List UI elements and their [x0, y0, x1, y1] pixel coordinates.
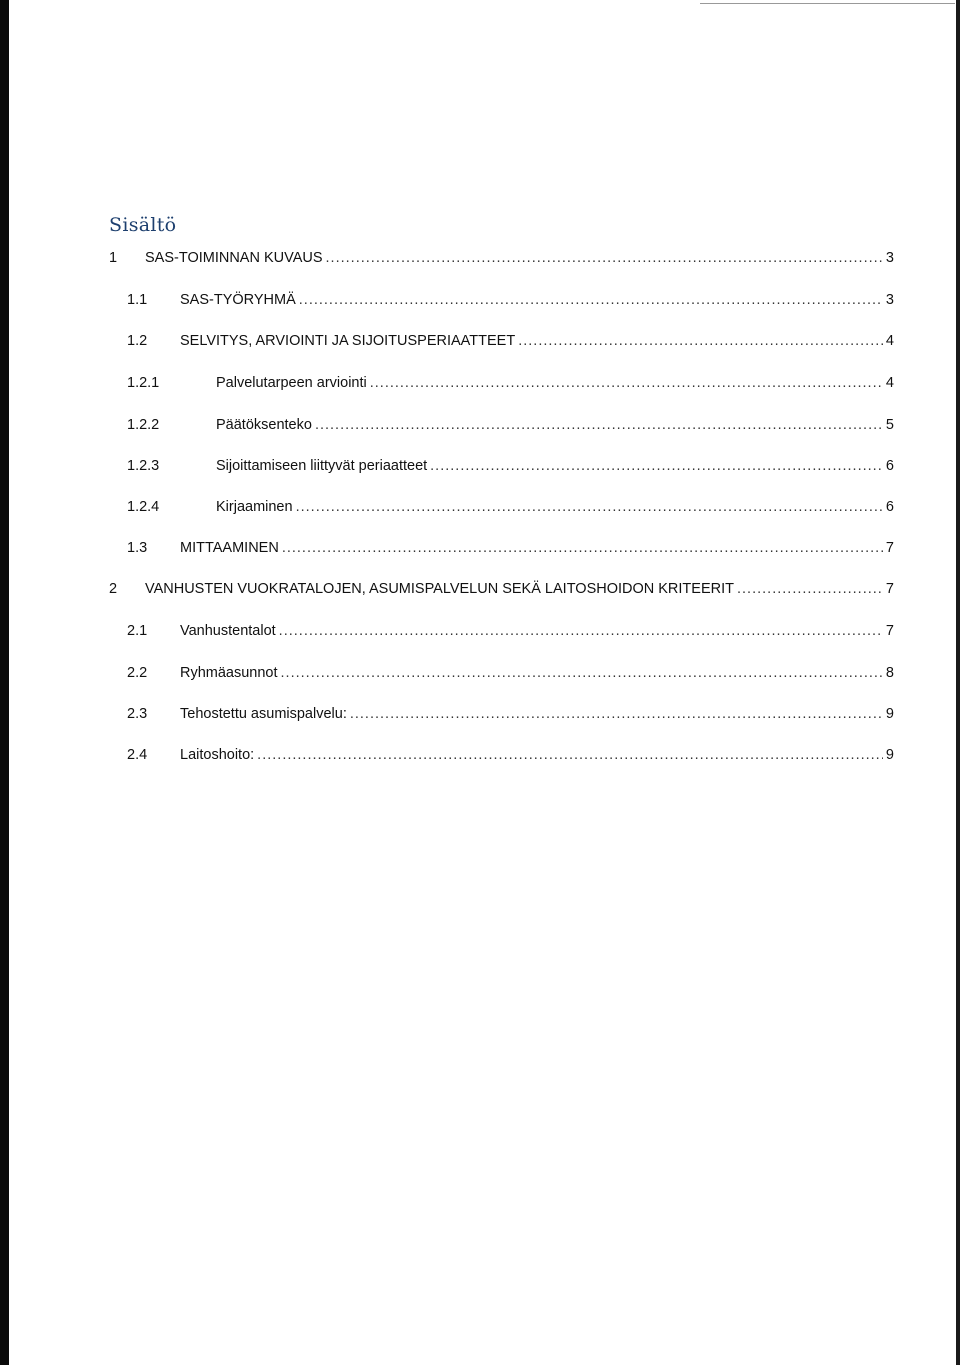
- toc-entry-page: 9: [885, 747, 894, 763]
- toc-entry[interactable]: [127, 662, 894, 684]
- toc-leader-dots: [257, 744, 883, 766]
- toc-entry-title: SELVITYS, ARVIOINTI JA SIJOITUSPERIAATTEET: [180, 333, 516, 349]
- toc-leader-dots: [518, 330, 883, 352]
- toc-entry-page: 4: [885, 333, 894, 349]
- toc-entry-page: 7: [885, 540, 894, 556]
- toc-entry-page: 3: [885, 250, 894, 266]
- scan-artifact-line: [700, 3, 955, 4]
- toc-entry-number: 1.1: [127, 292, 148, 308]
- toc-entry[interactable]: [127, 537, 894, 559]
- toc-entry-number: 2.4: [127, 747, 148, 763]
- toc-entry-title: Sijoittamiseen liittyvät periaatteet: [216, 458, 428, 474]
- toc-leader-dots: [296, 496, 883, 518]
- toc-entry-page: 5: [885, 417, 894, 433]
- toc-entry[interactable]: [127, 455, 894, 477]
- toc-entry-title: Tehostettu asumispalvelu:: [180, 706, 347, 722]
- toc-entry-number: 1.2: [127, 333, 148, 349]
- toc-entry[interactable]: [127, 744, 894, 766]
- toc-entry-page: 3: [885, 292, 894, 308]
- toc-leader-dots: [370, 372, 883, 394]
- toc-entry-page: 7: [885, 623, 894, 639]
- toc-entry-number: 1.2.4: [127, 499, 160, 515]
- toc-leader-dots: [430, 455, 883, 477]
- toc-entry-number: 2: [109, 581, 118, 597]
- toc-entry-page: 6: [885, 499, 894, 515]
- toc-entry[interactable]: [127, 496, 894, 518]
- toc-entry[interactable]: [127, 330, 894, 352]
- toc-entry[interactable]: [109, 247, 894, 269]
- toc-entry-number: 2.2: [127, 665, 148, 681]
- toc-entry[interactable]: [127, 703, 894, 725]
- toc-entry-title: MITTAAMINEN: [180, 540, 279, 556]
- toc-entry[interactable]: [127, 414, 894, 436]
- toc-entry-title: Laitoshoito:: [180, 747, 255, 763]
- toc-leader-dots: [281, 662, 883, 684]
- toc-entry-page: 8: [885, 665, 894, 681]
- toc-entry-title: Kirjaaminen: [216, 499, 293, 515]
- scan-edge-right: [956, 0, 960, 1365]
- toc-entry-number: 2.3: [127, 706, 148, 722]
- toc-entry-number: 1.2.1: [127, 375, 160, 391]
- toc-leader-dots: [315, 414, 883, 436]
- toc-entry-title: SAS-TYÖRYHMÄ: [180, 292, 296, 308]
- toc-title: Sisältö: [109, 214, 177, 236]
- toc-leader-dots: [350, 703, 883, 725]
- toc-entry-number: 1: [109, 250, 118, 266]
- toc-entry-title: Ryhmäasunnot: [180, 665, 278, 681]
- toc-entry-title: Palvelutarpeen arviointi: [216, 375, 367, 391]
- toc-entry-title: Vanhustentalot: [180, 623, 276, 639]
- toc-entry-page: 7: [885, 581, 894, 597]
- toc-entry[interactable]: [127, 372, 894, 394]
- toc-entry-page: 6: [885, 458, 894, 474]
- toc-entry[interactable]: [127, 289, 894, 311]
- toc-entry[interactable]: [109, 578, 894, 600]
- toc-entry-number: 2.1: [127, 623, 148, 639]
- toc-entry-number: 1.2.3: [127, 458, 160, 474]
- toc-entry-title: VANHUSTEN VUOKRATALOJEN, ASUMISPALVELUN SEKÄ LAITOSHOIDON KRITEERIT: [145, 581, 734, 597]
- toc-leader-dots: [737, 578, 883, 600]
- toc-entry-title: Päätöksenteko: [216, 417, 312, 433]
- toc-entry-title: SAS-TOIMINNAN KUVAUS: [145, 250, 323, 266]
- toc-entry-number: 1.3: [127, 540, 148, 556]
- scan-edge-left: [0, 0, 9, 1365]
- toc-entry-page: 4: [885, 375, 894, 391]
- toc-leader-dots: [299, 289, 883, 311]
- toc-leader-dots: [279, 620, 883, 642]
- toc-entry-number: 1.2.2: [127, 417, 160, 433]
- toc-leader-dots: [282, 537, 883, 559]
- toc-entry[interactable]: [127, 620, 894, 642]
- toc-leader-dots: [326, 247, 883, 269]
- toc-entry-page: 9: [885, 706, 894, 722]
